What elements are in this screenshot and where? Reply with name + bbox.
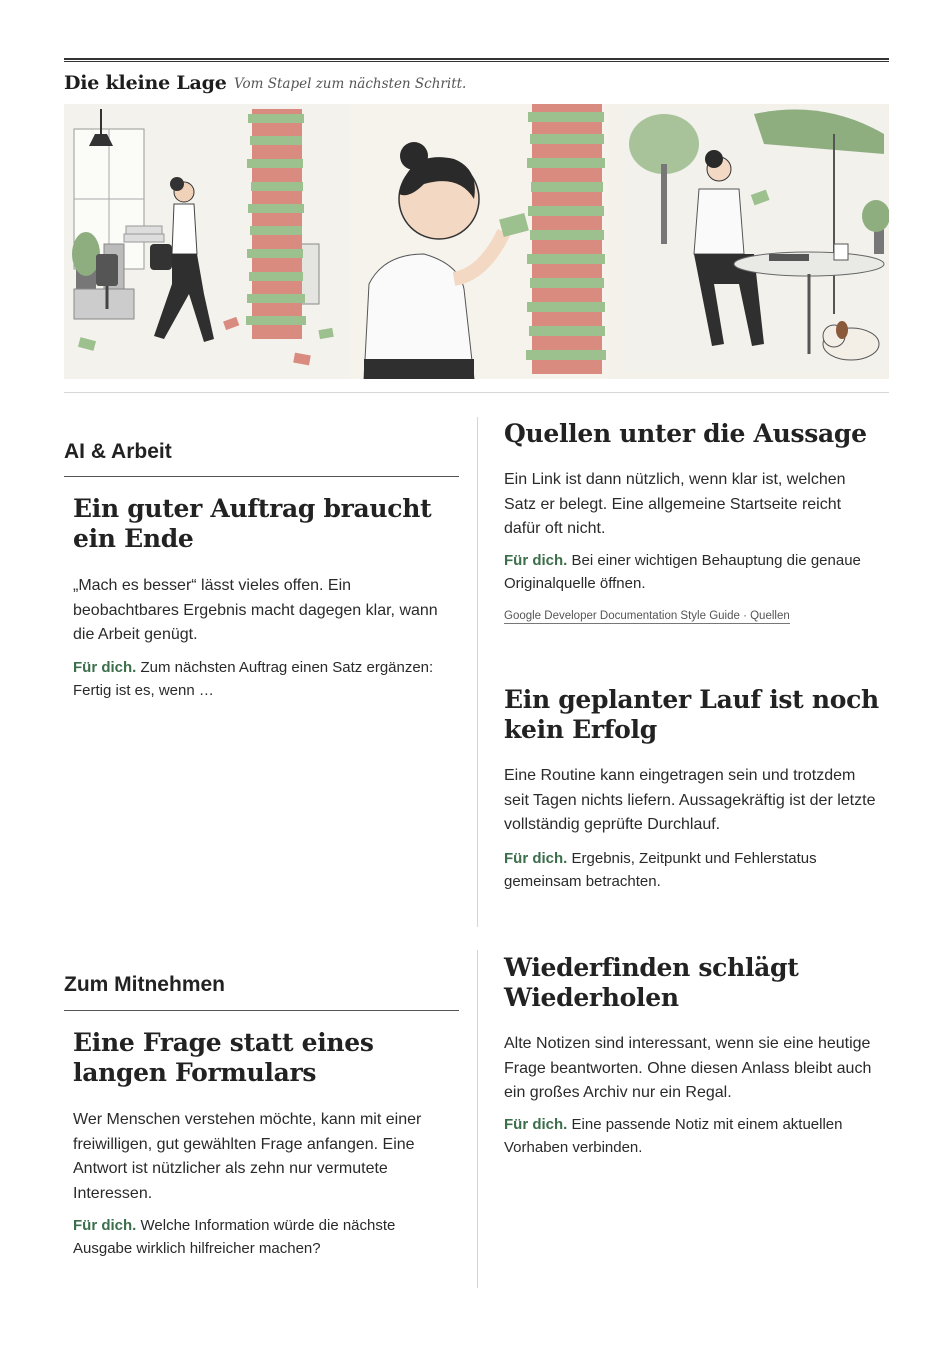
article-tip [73, 656, 448, 702]
tip-text: Bei einer wichtigen Behauptung die genaue Originalquelle öffnen. [504, 552, 861, 592]
source-link[interactable]: Google Developer Documentation Style Guide · Quellen [504, 610, 790, 622]
tip-text: Eine passende Notiz mit einem aktuellen Vorhaben verbinden. [504, 1116, 843, 1156]
article-body: Wer Menschen verstehen möchte, kann mit einer freiwilligen, gut gewählten Frage anfangen. Eine Antwort ist nützlicher als zehn nur vermutete Interessen. [73, 1111, 422, 1202]
article-tip [504, 549, 879, 595]
article-title: Ein guter Auftrag braucht ein Ende [73, 494, 432, 553]
column-divider-bottom [477, 950, 478, 1288]
article-title: Wiederfinden schlägt Wiederholen [504, 953, 799, 1012]
tip-text: Ergebnis, Zeitpunkt und Fehlerstatus gemeinsam betrachten. [504, 850, 817, 890]
article-title: Ein geplanter Lauf ist noch kein Erfolg [504, 685, 879, 744]
section-rule-ai-arbeit [64, 476, 459, 477]
tip-lead: Für dich. [504, 552, 568, 569]
section-label-mitnehmen: Zum Mitnehmen [64, 973, 225, 996]
article-body: „Mach es besser“ lässt vieles offen. Ein beobachtbares Ergebnis macht dagegen klar, wann die Arbeit genügt. [73, 577, 438, 643]
tip-lead: Für dich. [73, 1217, 137, 1234]
tip-text: Zum nächsten Auftrag einen Satz ergänzen: Fertig ist es, wenn … [73, 659, 434, 699]
article-body: Alte Notizen sind interessant, wenn sie eine heutige Frage beantworten. Ohne diesen Anlass bleibt auch ein großes Archiv nur ein Regal. [504, 1035, 872, 1101]
masthead [64, 72, 889, 98]
article-title: Quellen unter die Aussage [504, 419, 867, 448]
article-body: Eine Routine kann eingetragen sein und trotzdem seit Tagen nichts liefern. Aussagekräftig ist der letzte vollständig geprüfte Durchlauf. [504, 767, 876, 833]
article-tip [73, 1214, 448, 1260]
masthead-rule [64, 58, 889, 62]
hero-panel-tower [349, 104, 609, 379]
hero-panel-cafe [621, 108, 889, 372]
tip-text: Welche Information würde die nächste Ausgabe wirklich hilfreicher machen? [73, 1217, 396, 1257]
newsletter-tagline: Vom Stapel zum nächsten Schritt. [234, 76, 467, 92]
section-rule-mitnehmen [64, 1010, 459, 1011]
article-tip [504, 847, 879, 893]
section-label-ai-arbeit: AI & Arbeit [64, 440, 172, 463]
tip-lead: Für dich. [73, 659, 137, 676]
tip-lead: Für dich. [504, 850, 568, 867]
column-divider-top [477, 417, 478, 927]
hero-panel-office [64, 104, 349, 379]
hero-illustration-svg [64, 104, 889, 379]
article-tip [504, 1113, 879, 1159]
paper-tower-left [246, 109, 306, 339]
paper-tower-right [526, 104, 606, 374]
hero-divider [64, 392, 889, 393]
tip-lead: Für dich. [504, 1116, 568, 1133]
hero-illustration [64, 104, 889, 379]
newsletter-title: Die kleine Lage [64, 72, 227, 94]
article-title: Eine Frage statt eines langen Formulars [73, 1028, 374, 1087]
article-body: Ein Link ist dann nützlich, wenn klar ist, welchen Satz er belegt. Eine allgemeine Startseite reicht dafür oft nicht. [504, 471, 846, 537]
